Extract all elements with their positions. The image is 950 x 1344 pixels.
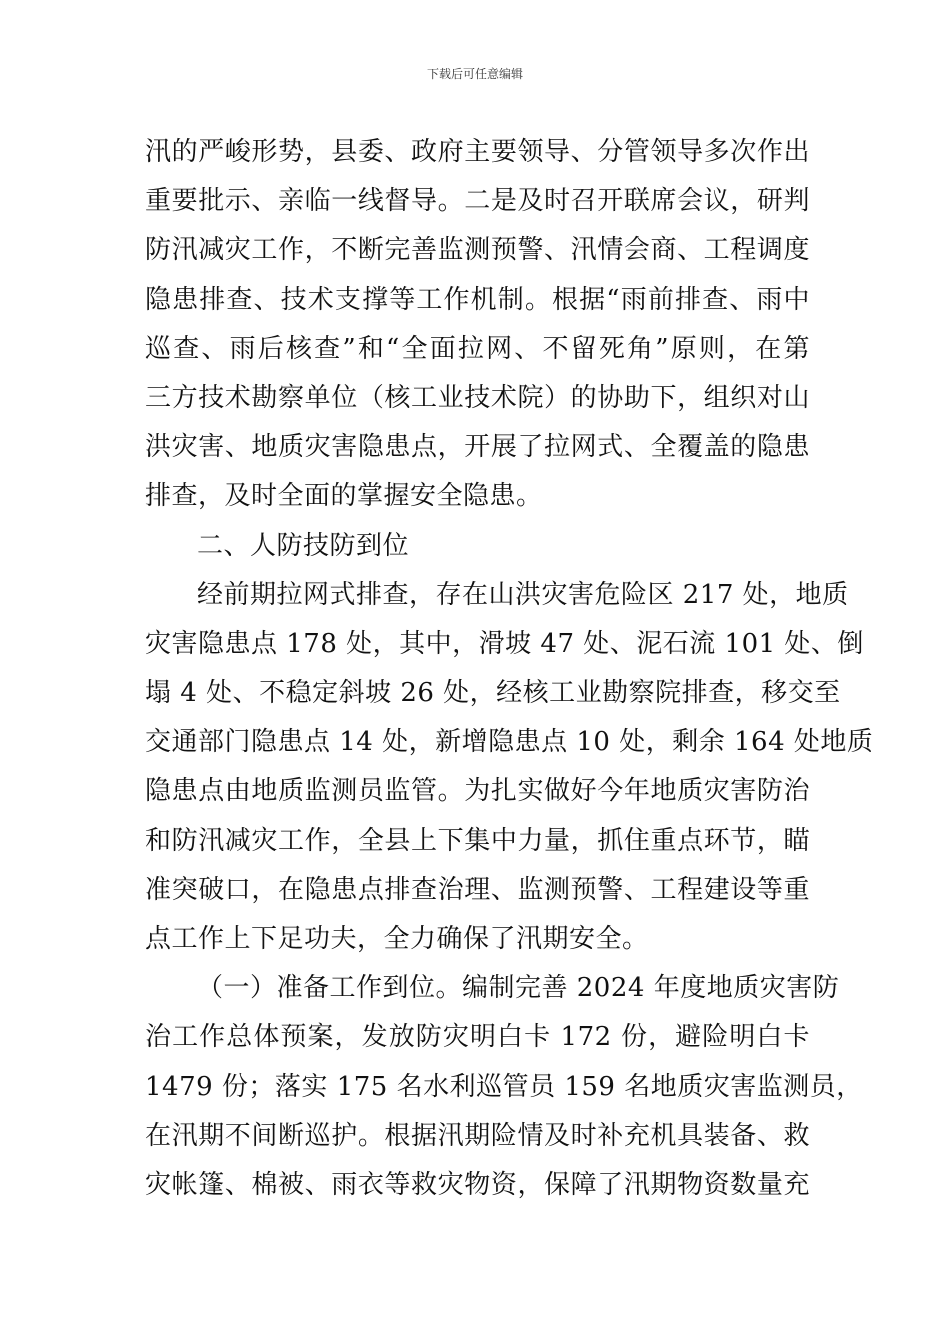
text-line: 和防汛减灾工作，全县上下集中力量，抓住重点环节，瞄 (145, 825, 810, 856)
text-line: 重要批示、亲临一线督导。二是及时召开联席会议，研判 (145, 186, 810, 217)
text-line: （一）准备工作到位。编制完善 2024 年度地质灾害防 (197, 973, 840, 1004)
paragraph-continuation (145, 128, 810, 522)
text-line: 巡查、雨后核查”和“全面拉网、不留死角”原则，在第 (145, 333, 810, 364)
text-line: 在汛期不间断巡护。根据汛期险情及时补充机具装备、救 (145, 1120, 810, 1151)
text-line: 治工作总体预案，发放防灾明白卡 172 份，避险明白卡 (145, 1022, 810, 1053)
text-line: 经前期拉网式排查，存在山洪灾害危险区 217 处，地质 (197, 579, 849, 610)
page-header: 下载后可任意编辑 (426, 67, 523, 81)
document-body (145, 128, 874, 1210)
text-line: 防汛减灾工作，不断完善监测预警、汛情会商、工程调度 (145, 235, 810, 266)
text-line: 塌 4 处、不稳定斜坡 26 处，经核工业勘察院排查，移交至 (145, 678, 841, 709)
paragraph-statistics (145, 571, 874, 965)
paragraph-preparation (145, 964, 863, 1210)
text-line: 汛的严峻形势，县委、政府主要领导、分管领导多次作出 (145, 137, 810, 167)
section-heading (145, 522, 810, 571)
text-line: 隐患排查、技术支撑等工作机制。根据“雨前排查、雨中 (145, 284, 810, 315)
text-line: 准突破口，在隐患点排查治理、监测预警、工程建设等重 (145, 874, 810, 905)
text-line: 隐患点由地质监测员监管。为扎实做好今年地质灾害防治 (145, 776, 810, 807)
text-line: 交通部门隐患点 14 处，新增隐患点 10 处，剩余 164 处地质 (145, 727, 874, 758)
text-line: 洪灾害、地质灾害隐患点，开展了拉网式、全覆盖的隐患 (145, 432, 810, 463)
section-heading-text: 二、人防技防到位 (197, 530, 410, 561)
text-line: 点工作上下足功夫，全力确保了汛期安全。 (145, 924, 649, 954)
text-line: 三方技术勘察单位（核工业技术院）的协助下，组织对山 (145, 382, 810, 413)
text-line: 1479 份；落实 175 名水利巡管员 159 名地质灾害监测员， (145, 1071, 863, 1102)
text-line: 灾害隐患点 178 处，其中，滑坡 47 处、泥石流 101 处、倒 (145, 628, 864, 659)
text-line: 排查，及时全面的掌握安全隐患。 (145, 481, 543, 512)
text-line: 灾帐篷、棉被、雨衣等救灾物资，保障了汛期物资数量充 (145, 1169, 810, 1200)
